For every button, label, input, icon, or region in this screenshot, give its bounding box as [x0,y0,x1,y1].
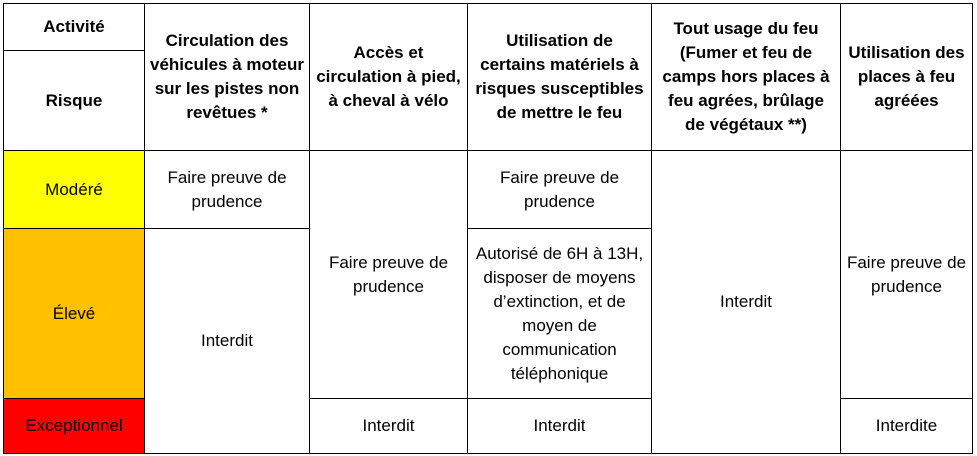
cell-equipment-exceptional: Interdit [468,399,652,454]
cell-walking-exceptional: Interdit [310,399,468,454]
cell-equipment-moderate: Faire preuve de prudence [468,151,652,229]
risk-level-moderate: Modéré [4,151,145,229]
column-header-vehicles: Circulation des véhicules à moteur sur les pistes non revêtues * [145,4,310,151]
cell-fireplaces-exceptional: Interdite [841,399,973,454]
risk-level-exceptional: Exceptionnel [4,399,145,454]
risk-header: Risque [4,51,145,151]
cell-vehicles-high-exceptional: Interdit [145,229,310,454]
column-header-walking: Accès et circulation à pied, à cheval à vélo [310,4,468,151]
activity-header: Activité [4,4,145,51]
cell-walking-moderate-high: Faire preuve de prudence [310,151,468,399]
column-header-equipment: Utilisation de certains matériels à risques susceptibles de mettre le feu [468,4,652,151]
fire-risk-table [3,3,973,454]
column-header-fire-use: Tout usage du feu (Fumer et feu de camps hors places à feu agrées, brûlage de végétaux **) [652,4,841,151]
column-header-fireplaces: Utilisation des places à feu agréées [841,4,973,151]
cell-fireplaces-moderate-high: Faire preuve de prudence [841,151,973,399]
cell-fire-use-all: Interdit [652,151,841,454]
cell-vehicles-moderate: Faire preuve de prudence [145,151,310,229]
risk-level-high: Élevé [4,229,145,399]
cell-equipment-high: Autorisé de 6H à 13H, disposer de moyens d’extinction, et de moyen de communication téléphonique [468,229,652,399]
